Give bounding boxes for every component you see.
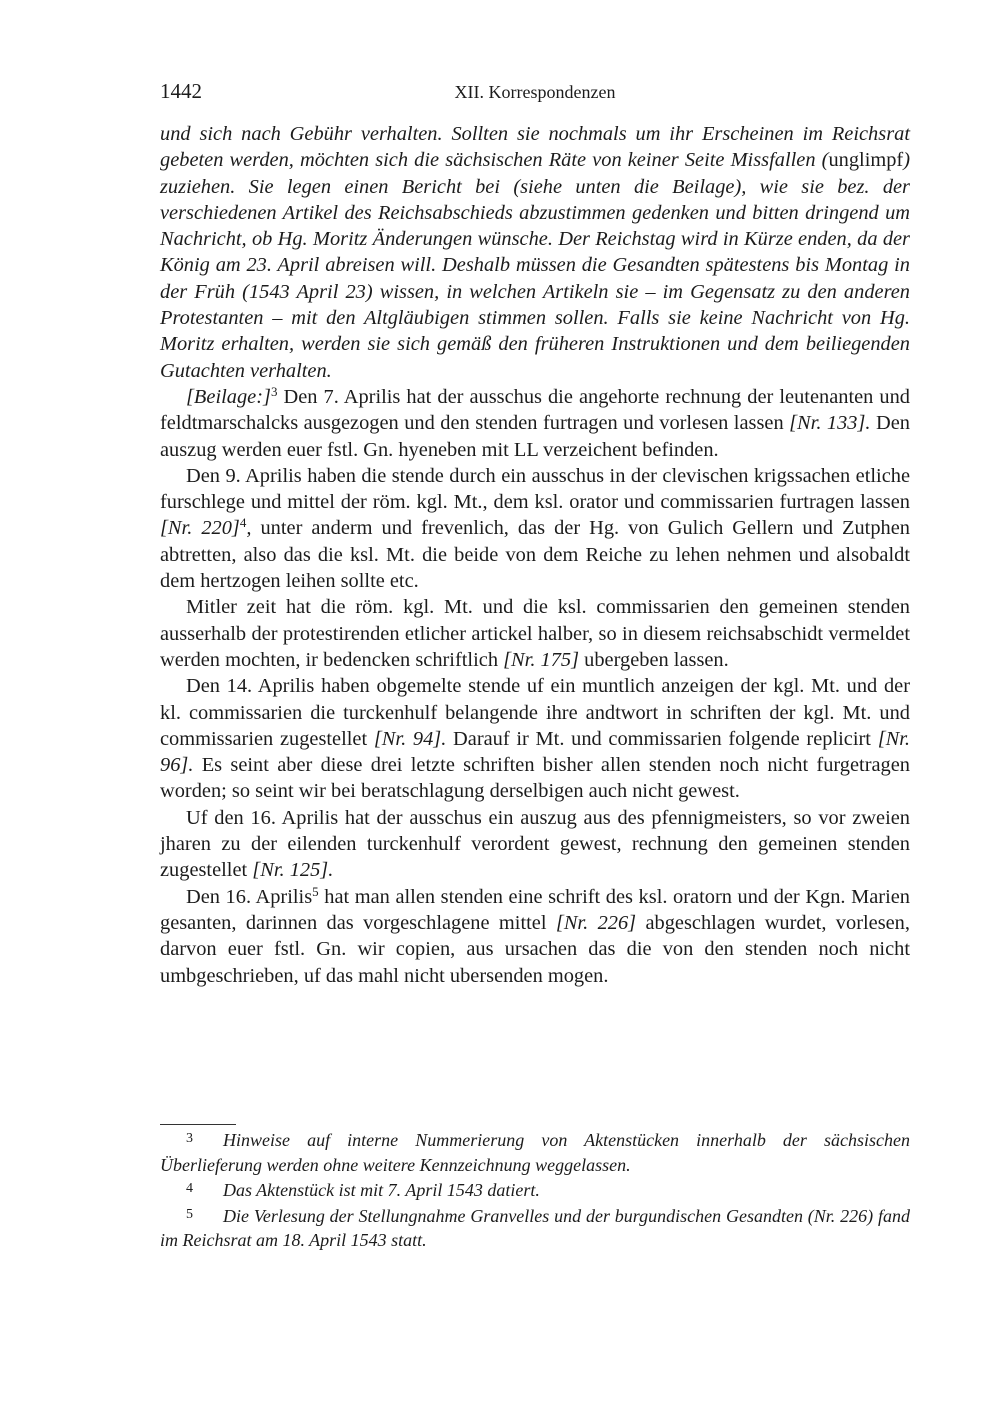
footnote-number: 5 bbox=[186, 1206, 193, 1222]
paragraph-14-april bbox=[160, 673, 910, 804]
paragraph-16-april-ausschus bbox=[160, 805, 910, 884]
paragraph-text: Den 9. Aprilis haben die stende durch ein ausschus in der clevischen krigssachen etliche furschlege und mittel der röm. kgl. Mt., dem ksl. orator und commissarien furtragen lassen bbox=[160, 464, 910, 514]
beilage-label: [Beilage:] bbox=[186, 385, 271, 408]
paragraph-text: Uf den 16. Aprilis hat der ausschus ein auszug aus des pfennigmeisters, so vor zweien jharen zu der eilenden turckenhulf verordent gewest, rechnung den gemeinen stenden zugestellet bbox=[160, 806, 910, 882]
paragraph-text: Den 16. Aprilis bbox=[186, 885, 313, 908]
footnote-number: 3 bbox=[186, 1131, 193, 1146]
paragraph-mitler-zeit bbox=[160, 594, 910, 673]
paragraph-text: Darauf ir Mt. und commissarien folgende replicirt bbox=[446, 727, 878, 750]
running-header bbox=[160, 79, 910, 109]
paragraph-text: Den 7. Aprilis hat der ausschus die angehorte rechnung der leutenanten und feldtmarschalcks ausgezogen und den stenden furtragen und vorlesen lassen bbox=[160, 385, 910, 435]
footnote-ref-5: 5 bbox=[312, 883, 319, 899]
paragraph-text: unter anderm und frevenlich, das der Hg. von Gulich Gellern und Zutphen abtretten, also das die ksl. Mt. die beide von dem Reiche zu lehen nehmen und alsobaldt dem hertzogen leihen sollte etc. bbox=[160, 517, 910, 593]
document-reference: [Nr. 226] bbox=[555, 911, 637, 934]
document-reference: [Nr. 133]. bbox=[789, 412, 871, 435]
footnote-number: 4 bbox=[186, 1181, 193, 1196]
footnote-separator bbox=[160, 1124, 236, 1125]
document-reference: [Nr. 175] bbox=[503, 648, 580, 671]
footnote-3 bbox=[160, 1127, 910, 1177]
document-reference: [Nr. 94]. bbox=[373, 727, 447, 750]
footnote-4 bbox=[160, 1177, 910, 1203]
summary-roman-word: unglimpf bbox=[828, 149, 904, 172]
paragraph-9-april bbox=[160, 463, 910, 594]
footnote-ref-3: 3 bbox=[270, 383, 278, 399]
document-reference: [Nr. 125]. bbox=[252, 859, 334, 882]
document-reference: [Nr. 220] bbox=[160, 517, 240, 540]
footnote-text: Hinweise auf interne Nummerierung von Aktenstücken innerhalb der sächsischen Überlieferung werden ohne weitere Kennzeichnung weggelassen. bbox=[160, 1130, 910, 1175]
footnote-ref-4: 4 bbox=[239, 515, 247, 531]
summary-text: und sich nach Gebühr verhalten. Sollten sie nochmals um ihr Erscheinen im Reichsrat gebeten werden, möchten sich die sächsischen Räte von keiner Seite Missfallen ( bbox=[160, 123, 910, 172]
summary-text-continued: ) zuziehen. Sie legen einen Bericht bei (siehe unten die Beilage), wie sie bez. der verschiedenen Artikel des Reichsabschieds abzustimmen gedenken und bitten dringend um Nachricht, ob Hg. Moritz Änderungen wünsche. Der Reichstag wird in Kürze enden, da der König am 23. April abreisen will. Deshalb müssen die Gesandten spätestens bis Montag in der Früh (1543 April 23) wissen, in welchen Artikeln sie – im Gegensatz zu den anderen Protestanten – mit den Altgläubigen stimmen sollen. Falls sie keine Nachricht von Hg. Moritz erhalten, werden sie sich gemäß den früheren Instruktionen und dem beiliegenden Gutachten verhalten. bbox=[160, 149, 910, 382]
footnote-text: Das Aktenstück ist mit 7. April 1543 datiert. bbox=[223, 1180, 540, 1200]
paragraph-text: Den 14. Aprilis haben obgemelte stende uf ein muntlich anzeigen der kgl. Mt. und der kl. commissarien die turckenhulf belangende ihre andtwort in schriften der kgl. Mt. und commissarien zugestellet bbox=[160, 675, 910, 750]
footnotes bbox=[160, 1127, 910, 1253]
main-text bbox=[160, 121, 910, 989]
paragraph-text: ubergeben lassen. bbox=[579, 648, 729, 671]
paragraph-text: Den auszug werden euer fstl. Gn. hyeneben mit LL verzeichent befinden. bbox=[160, 412, 910, 461]
document-reference: [Nr. 96]. bbox=[160, 727, 910, 777]
section-title: XII. Korrespondenzen bbox=[454, 82, 616, 102]
paragraph-16-april-schrift bbox=[160, 884, 910, 989]
footnote-5 bbox=[160, 1203, 910, 1253]
punctuation: , bbox=[246, 517, 252, 540]
paragraph-text: Mitler zeit hat die röm. kgl. Mt. und die ksl. commissarien den gemeinen stenden ausserhalb der protestirenden etlicher artickel halber, so in diesem reichsabschidt vermeldet werden mochten, ir bedencken schriftlich bbox=[160, 596, 910, 671]
footnote-text: Die Verlesung der Stellungnahme Granvelles und der burgundischen Gesandten (Nr. 226) fand im Reichsrat am 18. April 1543 statt. bbox=[160, 1205, 910, 1250]
paragraph-text: Es seint aber diese drei letzte schriften bisher allen stenden noch nicht furgetragen worden; so seint wir bei beratschlagung derselbigen auch nicht gewest. bbox=[160, 754, 910, 803]
summary-paragraph bbox=[160, 121, 910, 384]
page-number: 1442 bbox=[160, 79, 202, 103]
paragraph-text: hat man allen stenden eine schrift des ksl. oratorn und der Kgn. Marien gesanten, darinnen das vorgeschlagene mittel bbox=[160, 885, 911, 934]
paragraph-beilage bbox=[160, 384, 910, 463]
paragraph-text: abgeschlagen wurdet, vorlesen, darvon euer fstl. Gn. wir copien, aus ursachen das die von den stenden noch nicht umbgeschrieben, uf das mahl nicht ubersenden mogen. bbox=[160, 911, 910, 987]
